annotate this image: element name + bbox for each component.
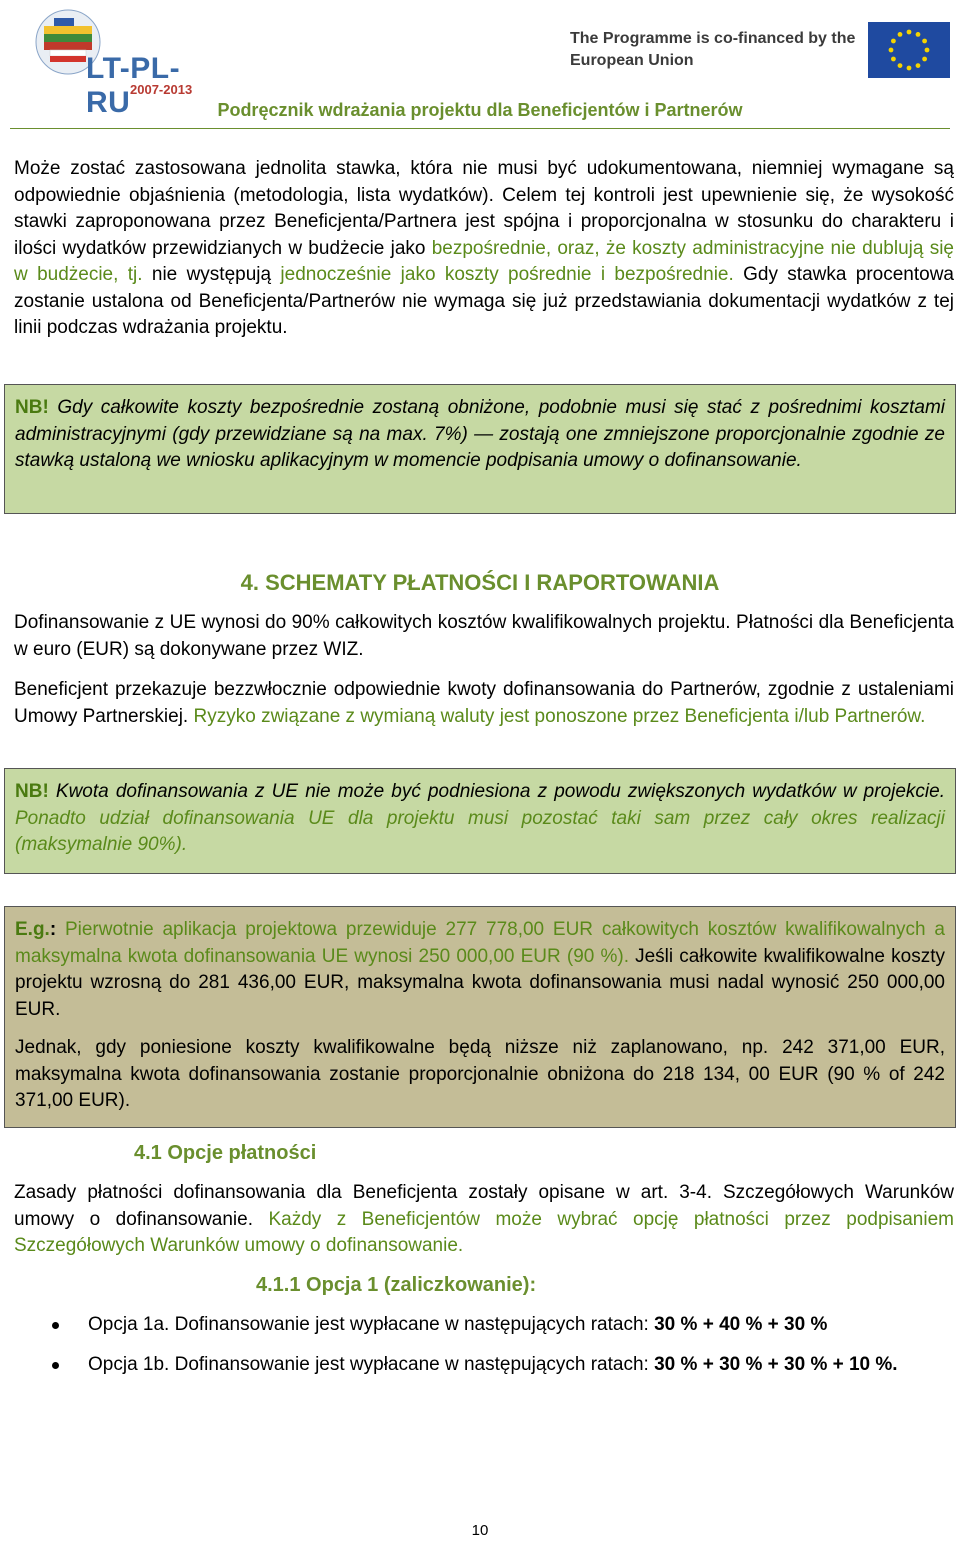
example-paragraph-1a: Pierwotnie aplikacja projektowa przewiduje 277 778,00 EUR całkowitych kosztów kwalifikowalnych a maksymalna kwota dofinansowania UE wynosi 250 000,00 EUR (90 %). (15, 919, 945, 967)
list-item (30, 1352, 954, 1379)
page-number: 10 (471, 1522, 489, 1539)
nb-label: NB! (15, 781, 49, 802)
eu-star-icon (916, 63, 921, 68)
cofinance-line-2: European Union (570, 52, 694, 69)
nb-box-cofinancing-body-b: Ponadto udział dofinansowania UE dla projektu musi pozostać taki sam przez cały okres realizacji (maksymalnie 90%). (15, 807, 945, 855)
bullet-icon (52, 1322, 59, 1329)
page-header-title: Podręcznik wdrażania projektu dla Beneficjentów i Partnerów (217, 100, 743, 120)
section-4-body (14, 610, 954, 730)
list-item-rates: 30 % + 30 % + 30 % + 10 %. (654, 1353, 898, 1375)
eu-star-icon (891, 57, 896, 62)
section-4-1-paragraph-b: Każdy z Beneficjentów może wybrać opcję płatności przez podpisaniem Szczegółowych Warunków umowy o dofinansowanie. (14, 1208, 954, 1256)
eu-star-icon (891, 39, 896, 44)
eu-star-icon (922, 57, 927, 62)
eu-star-icon (922, 39, 927, 44)
intro-text-f: Gdy stawka procentowa zostanie ustalona od Beneficjenta/Partnerów nie wymaga się już przedstawiania dokumentacji wydatków z tej linii podczas wdrażania projektu. (14, 264, 954, 338)
nb-box-cofinancing-text (15, 779, 945, 859)
intro-text-b: Celem tej kontroli jest upewnienie się, że wysokość stawki zaproponowana przez Beneficjenta/Partnera jest spójna i proporcjonalna w stosunku do charakteru i ilości wydatków przewidzianych w budżecie jako (14, 184, 954, 259)
header-divider (10, 128, 950, 129)
payment-options-list (30, 1312, 954, 1378)
nb-box-cofinancing (4, 768, 956, 874)
example-paragraph-1 (15, 917, 945, 1023)
section-4-1-paragraph-a: Zasady płatności dofinansowania dla Beneficjenta zostały opisane w art. 3-4. Szczegółowych Warunków umowy o dofinansowanie. (14, 1182, 954, 1230)
example-label-colon: : (49, 919, 57, 940)
section-4-paragraph-1: Dofinansowanie z UE wynosi do 90% całkowitych kosztów kwalifikowalnych projektu. Płatności dla Beneficjenta w euro (EUR) są dokonywane przez WIZ. (14, 612, 954, 660)
intro-text-e: jednocześnie jako koszty pośrednie i bezpośrednie. (280, 264, 734, 285)
bullet-icon (52, 1362, 59, 1369)
example-paragraph-2: Jednak, gdy poniesione koszty kwalifikowalne będą niższe niż zaplanowano, np. 242 371,00 EUR, maksymalna kwota dofinansowania zostanie proporcjonalnie obniżona do 218 134, 00 EUR (90 % of 242 371,00 EUR). (15, 1037, 945, 1111)
section-4-paragraph-2 (14, 677, 954, 730)
example-paragraph-1b: Jeśli całkowite kwalifikowalne koszty projektu wzrosną do 281 436,00 EUR, maksymalna kwota dofinansowania musi nadal wynosić 250 000,00 EUR. (15, 945, 945, 1020)
intro-text-a: Może zostać zastosowana jednolita stawka, która nie musi być udokumentowana, niemniej wymagane są odpowiednie objaśnienia (metodologia, lista wydatków). (14, 158, 954, 206)
nb-box-cofinancing-body-a: Kwota dofinansowania z UE nie może być podniesiona z powodu zwiększonych wydatków w projekcie. (48, 781, 945, 802)
eu-flag-icon (868, 22, 950, 78)
eu-star-icon (916, 32, 921, 37)
intro-text-c: bezpośrednie, oraz, że koszty administracyjne nie dublują się w budżecie, tj. (14, 237, 954, 285)
eu-star-icon (898, 63, 903, 68)
section-4-1-heading: 4.1 Opcje płatności (134, 1142, 317, 1164)
list-item-text: Opcja 1a. Dofinansowanie jest wypłacane w następujących ratach: (88, 1314, 655, 1335)
eu-star-icon (898, 32, 903, 37)
nb-box-indirect-costs-body: Gdy całkowite koszty bezpośrednie zostaną obniżone, podobnie musi się stać z pośrednimi kosztami administracyjnymi (gdy przewidziane są na max. 7%) — zostają one zmniejszone proporcjonalnie zgodnie ze stawką ustaloną we wniosku aplikacyjnym w momencie podpisania umowy o dofinansowanie. (15, 397, 945, 471)
page-header (0, 0, 960, 130)
logo-years: 2007-2013 (130, 82, 193, 97)
eu-star-icon (907, 66, 912, 71)
nb-box-indirect-costs-text (15, 395, 945, 475)
logo-text: LT-PL-RU (86, 52, 181, 119)
example-box (4, 906, 956, 1128)
eu-star-icon (889, 48, 894, 53)
example-label: E.g. (15, 919, 50, 940)
cofinance-line-1: The Programme is co-financed by the (570, 30, 856, 47)
section-4-heading: 4. SCHEMATY PŁATNOŚCI I RAPORTOWANIA (240, 570, 720, 595)
section-4-paragraph-2a: Beneficjent przekazuje bezzwłocznie odpowiednie kwoty dofinansowania do Partnerów, zgodnie z ustaleniami Umowy Partnerskiej. (14, 679, 954, 727)
section-4-1-paragraph (14, 1180, 954, 1260)
list-item-text: Opcja 1b. Dofinansowanie jest wypłacane w następujących ratach: (88, 1353, 655, 1375)
list-item (30, 1312, 954, 1339)
intro-text-d: nie występują (142, 264, 281, 285)
intro-paragraph (14, 156, 954, 342)
intro-section (14, 156, 954, 342)
cofinance-statement (570, 28, 855, 72)
eu-star-icon (907, 30, 912, 35)
nb-label: NB! (15, 397, 49, 418)
list-item-rates: 30 % + 40 % + 30 % (654, 1314, 828, 1335)
section-4-paragraph-2b: Ryzyko związane z wymianą waluty jest ponoszone przez Beneficjenta i/lub Partnerów. (188, 705, 926, 727)
nb-box-indirect-costs (4, 384, 956, 514)
section-4-1-body (14, 1180, 954, 1260)
eu-star-icon (925, 48, 930, 53)
section-4-1-1-heading: 4.1.1 Opcja 1 (zaliczkowanie): (256, 1274, 537, 1296)
programme-logo (30, 6, 210, 119)
